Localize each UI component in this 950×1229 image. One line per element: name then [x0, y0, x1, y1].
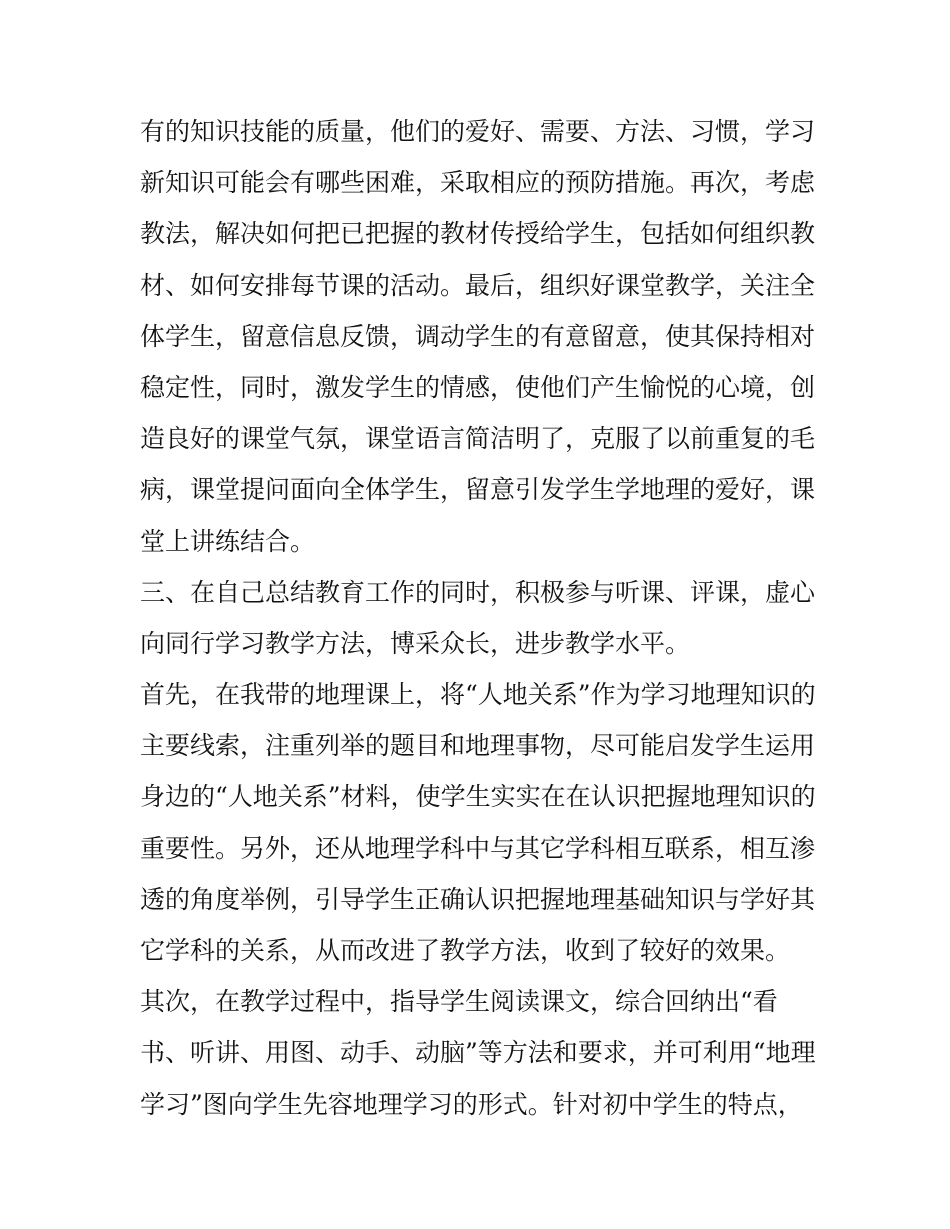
- text-line: 体学生，留意信息反馈，调动学生的有意留意，使其保持相对: [140, 321, 816, 351]
- text-line: 书、听讲、用图、动手、动脑”等方法和要求，并可利用“地理: [140, 1038, 816, 1068]
- text-line: 学习”图向学生先容地理学习的形式。针对初中学生的特点，: [140, 1089, 803, 1119]
- text-line: 重要性。另外，还从地理学科中与其它学科相互联系，相互渗: [140, 833, 816, 863]
- text-line: 材、如何安排每节课的活动。最后，组织好课堂教学，关注全: [140, 270, 816, 300]
- body-text: [140, 106, 820, 1130]
- section-heading-line: 三、在自己总结教育工作的同时，积极参与听课、评课，虚心: [140, 577, 816, 607]
- text-line: 它学科的关系，从而改进了教学方法，收到了较好的效果。: [140, 936, 791, 965]
- text-line: 主要线索，注重列举的题目和地理事物，尽可能启发学生运用: [140, 731, 816, 761]
- text-line: 向同行学习教学方法，博采众长，进步教学水平。: [140, 628, 691, 658]
- text-line: 稳定性，同时，激发学生的情感，使他们产生愉悦的心境，创: [140, 372, 816, 402]
- text-line: 有的知识技能的质量，他们的爱好、需要、方法、习惯，学习: [140, 117, 816, 146]
- text-line: 其次，在教学过程中，指导学生阅读课文，综合回纳出“看: [140, 987, 778, 1017]
- text-line: 教法，解决如何把已把握的教材传授给学生，包括如何组织教: [140, 219, 816, 249]
- text-line: 首先，在我带的地理课上，将“人地关系”作为学习地理知识的: [140, 680, 816, 710]
- text-line: 病，课堂提问面向全体学生，留意引发学生学地理的爱好，课: [140, 475, 816, 505]
- text-line: 身边的“人地关系”材料，使学生实实在在认识把握地理知识的: [140, 782, 816, 812]
- text-line: 透的角度举例，引导学生正确认识把握地理基础知识与学好其: [140, 884, 816, 914]
- text-line: 新知识可能会有哪些困难，采取相应的预防措施。再次，考虑: [140, 168, 816, 198]
- text-line: 造良好的课堂气氛，课堂语言简洁明了，克服了以前重复的毛: [140, 424, 816, 454]
- text-line: 堂上讲练结合。: [140, 526, 316, 556]
